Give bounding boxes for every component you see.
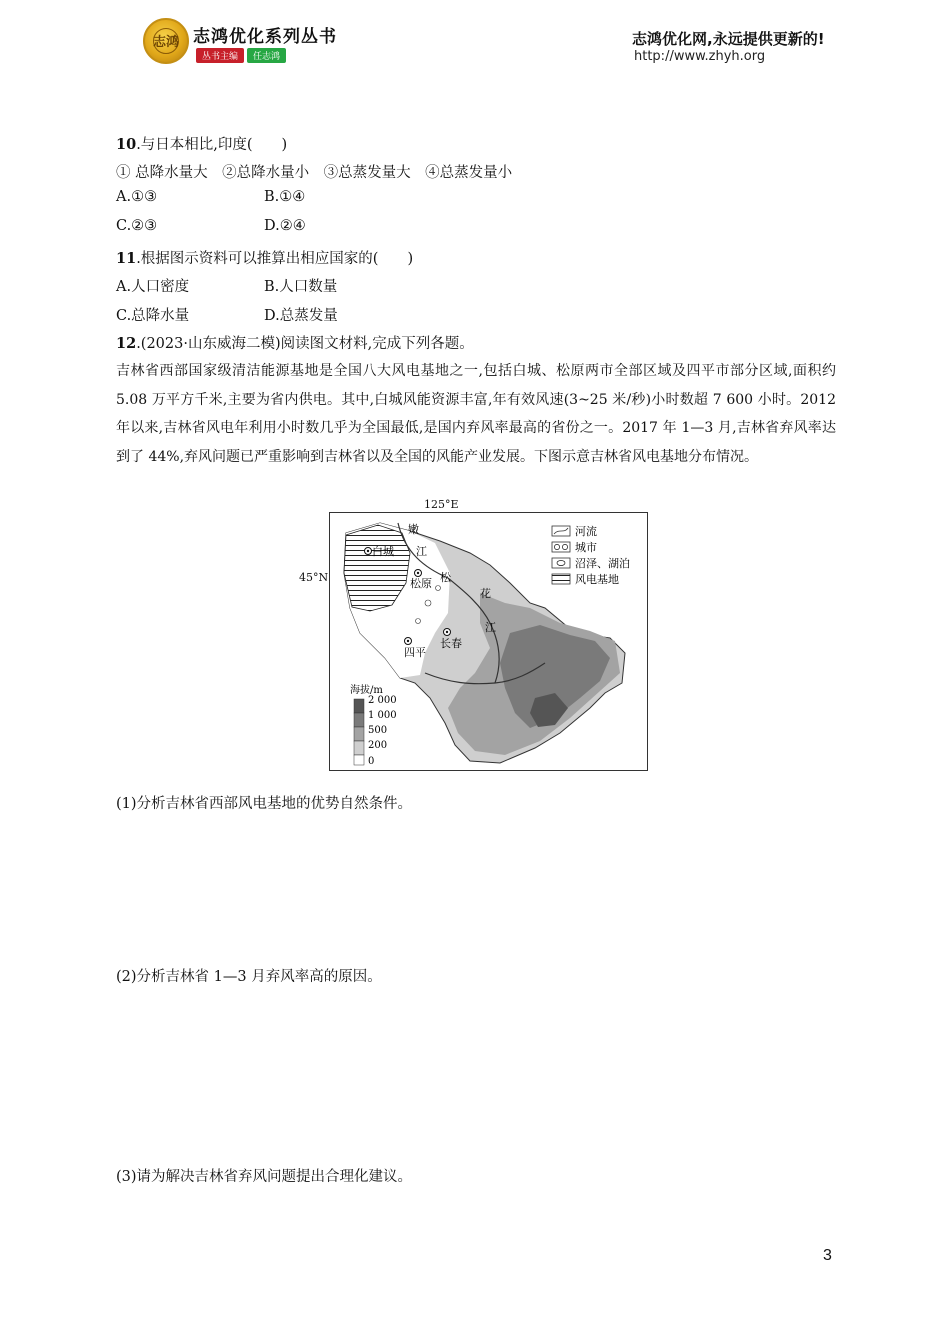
label-siping: 四平 <box>404 646 426 659</box>
city-marker-siping <box>405 638 412 645</box>
legend-wind-swatch <box>552 574 570 584</box>
page-number: 3 <box>823 1247 832 1264</box>
label-nen: 嫩 <box>408 523 419 536</box>
q12-sub3: (3)请为解决吉林省弃风问题提出合理化建议。 <box>116 1169 413 1185</box>
legend-river: 河流 <box>575 525 597 538</box>
q10-option-d: D.②④ <box>264 218 306 234</box>
jilin-wind-map <box>329 512 648 771</box>
editor-label: 丛书主编 <box>196 48 244 63</box>
map-lon-label: 125°E <box>424 498 459 511</box>
label-jiang-2: 江 <box>485 621 496 634</box>
label-changchun: 长春 <box>440 637 462 650</box>
q12-number: 12 <box>116 335 137 352</box>
q11-option-c: C.总降水量 <box>116 308 190 324</box>
q11-option-b: B.人口数量 <box>264 279 338 295</box>
city-marker-songyuan <box>415 570 422 577</box>
q11-option-a: A.人口密度 <box>116 279 190 295</box>
q10-stem-text: .与日本相比,印度( ) <box>136 137 288 153</box>
city-marker-changchun <box>444 629 451 636</box>
label-song: 松 <box>440 571 451 584</box>
elev-swatch-500 <box>354 727 364 741</box>
map-lat-label: 45°N <box>299 571 329 584</box>
header-slogan: 志鸿优化网,永远提供更新的! <box>632 30 825 48</box>
label-songyuan: 松原 <box>410 577 432 590</box>
elev-2000: 2 000 <box>368 695 397 706</box>
lake-marker <box>425 600 431 606</box>
q10-number: 10 <box>116 136 137 153</box>
map-legend <box>552 524 630 586</box>
q12-sub1: (1)分析吉林省西部风电基地的优势自然条件。 <box>116 796 413 812</box>
page-header <box>0 0 950 95</box>
legend-wind: 风电基地 <box>575 573 619 586</box>
q12-material: 吉林省西部国家级清洁能源基地是全国八大风电基地之一,包括白城、松原两市全部区域及四平市部分区域,面积约 5.08 万平方千米,主要为省内供电。其中,白城风能资源丰富,年有效风速(3~25 米/秒)小时数超 7 600 小时。2012 年以来,吉林省风电年利用小时数几乎为全国最低,是国内弃风率最高的省份之一。2017 年 1—3 月,吉林省弃风率达到了 44%,弃风问题已严重影响到吉林省以及全国的风能产业发展。下图示意吉林省风电基地分布情况。 <box>116 363 836 465</box>
q10-option-c: C.②③ <box>116 218 158 234</box>
label-baicheng: 白城 <box>372 545 394 558</box>
q12-stem-text: .(2023·山东威海二模)阅读图文材料,完成下列各题。 <box>136 336 474 352</box>
q10-stem <box>116 133 287 154</box>
header-url[interactable]: http://www.zhyh.org <box>634 49 766 64</box>
q11-stem <box>116 247 413 268</box>
editor-name: 任志鸿 <box>247 48 286 63</box>
q10-option-b: B.①④ <box>264 189 306 205</box>
map-svg <box>330 513 646 769</box>
elev-swatch-2000 <box>354 699 364 713</box>
logo-text: 志鸿 <box>152 35 179 50</box>
q12-sub2: (2)分析吉林省 1—3 月弃风率高的原因。 <box>116 969 382 985</box>
q11-option-d: D.总蒸发量 <box>264 308 338 324</box>
q12-stem <box>116 332 474 353</box>
q10-statements: ① 总降水量大 ②总降水量小 ③总蒸发量大 ④总蒸发量小 <box>116 165 513 181</box>
elev-swatch-200 <box>354 741 364 755</box>
elev-swatch-1000 <box>354 713 364 727</box>
elev-0: 0 <box>368 756 375 767</box>
q11-number: 11 <box>116 250 137 267</box>
city-marker-baicheng <box>365 548 372 555</box>
elev-1000: 1 000 <box>368 710 397 721</box>
series-title: 志鸿优化系列丛书 <box>193 27 337 47</box>
legend-lake: 沼泽、湖泊 <box>575 557 630 570</box>
elev-200: 200 <box>368 740 388 751</box>
q10-option-a: A.①③ <box>116 189 158 205</box>
lake-marker <box>436 586 441 591</box>
elev-swatch-0 <box>354 755 364 765</box>
label-jiang-1: 江 <box>416 545 427 558</box>
elev-500: 500 <box>368 725 388 736</box>
lake-marker <box>416 619 421 624</box>
logo-seal-icon <box>143 18 189 64</box>
q11-stem-text: .根据图示资料可以推算出相应国家的( ) <box>136 251 414 267</box>
label-hua: 花 <box>480 587 491 600</box>
legend-city: 城市 <box>575 541 597 554</box>
elev-title: 海拔/m <box>350 685 383 696</box>
elevation-legend <box>350 683 397 767</box>
